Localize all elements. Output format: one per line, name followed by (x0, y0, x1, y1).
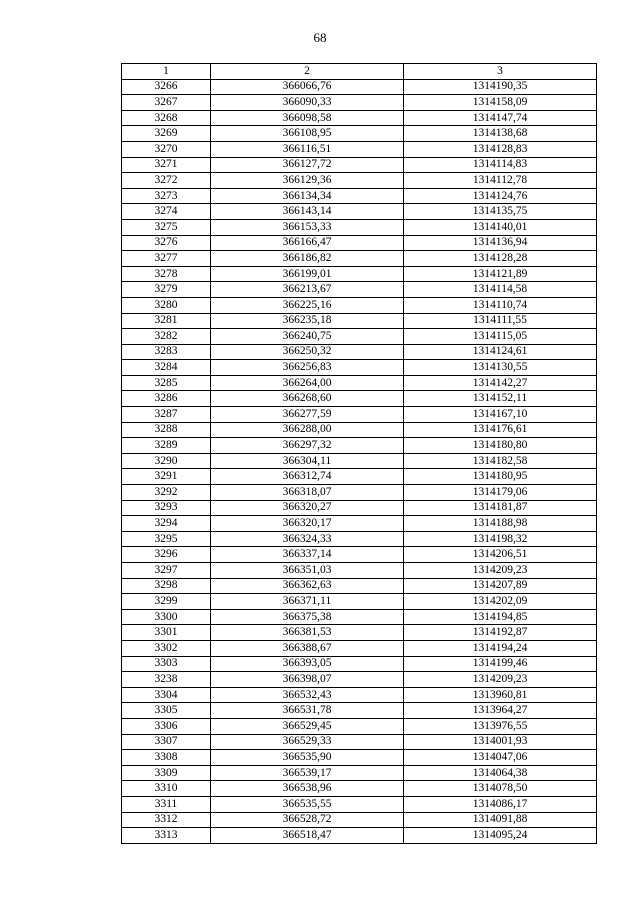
x-coordinate-cell: 366240,75 (211, 329, 404, 345)
x-coordinate-cell: 366297,32 (211, 438, 404, 454)
table-row (122, 796, 597, 812)
point-number-cell: 3308 (122, 750, 211, 766)
point-number-cell: 3277 (122, 251, 211, 267)
y-coordinate-cell: 1314209,23 (404, 672, 597, 688)
y-coordinate-cell: 1314194,85 (404, 609, 597, 625)
y-coordinate-cell: 1314112,78 (404, 173, 597, 189)
x-coordinate-cell: 366371,11 (211, 594, 404, 610)
point-number-cell: 3304 (122, 687, 211, 703)
column-header-y-coordinate: 3 (404, 64, 597, 80)
table-row (122, 282, 597, 298)
x-coordinate-cell: 366134,34 (211, 188, 404, 204)
y-coordinate-cell: 1314199,46 (404, 656, 597, 672)
y-coordinate-cell: 1314124,61 (404, 344, 597, 360)
point-number-cell: 3283 (122, 344, 211, 360)
y-coordinate-cell: 1314128,28 (404, 251, 597, 267)
table-row (122, 188, 597, 204)
point-number-cell: 3269 (122, 126, 211, 142)
table-row (122, 173, 597, 189)
y-coordinate-cell: 1314115,05 (404, 329, 597, 345)
x-coordinate-cell: 366268,60 (211, 391, 404, 407)
y-coordinate-cell: 1314158,09 (404, 95, 597, 111)
column-header-x-coordinate: 2 (211, 64, 404, 80)
point-number-cell: 3279 (122, 282, 211, 298)
y-coordinate-cell: 1313976,55 (404, 718, 597, 734)
table-row (122, 235, 597, 251)
x-coordinate-cell: 366199,01 (211, 266, 404, 282)
point-number-cell: 3301 (122, 625, 211, 641)
point-number-cell: 3288 (122, 422, 211, 438)
y-coordinate-cell: 1314180,80 (404, 438, 597, 454)
x-coordinate-cell: 366277,59 (211, 407, 404, 423)
table-row (122, 500, 597, 516)
y-coordinate-cell: 1314180,95 (404, 469, 597, 485)
x-coordinate-cell: 366090,33 (211, 95, 404, 111)
point-number-cell: 3291 (122, 469, 211, 485)
table-row (122, 344, 597, 360)
x-coordinate-cell: 366127,72 (211, 157, 404, 173)
y-coordinate-cell: 1314111,55 (404, 313, 597, 329)
x-coordinate-cell: 366529,45 (211, 718, 404, 734)
table-row (122, 563, 597, 579)
table-row (122, 672, 597, 688)
x-coordinate-cell: 366337,14 (211, 547, 404, 563)
y-coordinate-cell: 1314198,32 (404, 531, 597, 547)
table-row (122, 828, 597, 844)
x-coordinate-cell: 366320,27 (211, 500, 404, 516)
point-number-cell: 3266 (122, 79, 211, 95)
point-number-cell: 3311 (122, 796, 211, 812)
x-coordinate-cell: 366529,33 (211, 734, 404, 750)
x-coordinate-cell: 366143,14 (211, 204, 404, 220)
y-coordinate-cell: 1314206,51 (404, 547, 597, 563)
y-coordinate-cell: 1314114,58 (404, 282, 597, 298)
y-coordinate-cell: 1314194,24 (404, 640, 597, 656)
x-coordinate-cell: 366532,43 (211, 687, 404, 703)
table-row (122, 485, 597, 501)
y-coordinate-cell: 1314114,83 (404, 157, 597, 173)
table-row (122, 157, 597, 173)
x-coordinate-cell: 366320,17 (211, 516, 404, 532)
y-coordinate-cell: 1314176,61 (404, 422, 597, 438)
x-coordinate-cell: 366166,47 (211, 235, 404, 251)
y-coordinate-cell: 1314091,88 (404, 812, 597, 828)
y-coordinate-cell: 1314188,98 (404, 516, 597, 532)
point-number-cell: 3281 (122, 313, 211, 329)
table-row (122, 781, 597, 797)
point-number-cell: 3287 (122, 407, 211, 423)
x-coordinate-cell: 366129,36 (211, 173, 404, 189)
x-coordinate-cell: 366153,33 (211, 219, 404, 235)
coordinates-table (121, 63, 597, 844)
table-row (122, 469, 597, 485)
point-number-cell: 3278 (122, 266, 211, 282)
x-coordinate-cell: 366528,72 (211, 812, 404, 828)
y-coordinate-cell: 1314136,94 (404, 235, 597, 251)
table-row (122, 251, 597, 267)
y-coordinate-cell: 1313960,81 (404, 687, 597, 703)
x-coordinate-cell: 366235,18 (211, 313, 404, 329)
point-number-cell: 3284 (122, 360, 211, 376)
table-row (122, 453, 597, 469)
table-row (122, 625, 597, 641)
x-coordinate-cell: 366535,55 (211, 796, 404, 812)
x-coordinate-cell: 366538,96 (211, 781, 404, 797)
table-row (122, 266, 597, 282)
point-number-cell: 3268 (122, 110, 211, 126)
point-number-cell: 3302 (122, 640, 211, 656)
column-header-point-number: 1 (122, 64, 211, 80)
x-coordinate-cell: 366304,11 (211, 453, 404, 469)
point-number-cell: 3285 (122, 375, 211, 391)
table-row (122, 594, 597, 610)
table-row (122, 703, 597, 719)
table-row (122, 422, 597, 438)
x-coordinate-cell: 366186,82 (211, 251, 404, 267)
x-coordinate-cell: 366375,38 (211, 609, 404, 625)
x-coordinate-cell: 366531,78 (211, 703, 404, 719)
point-number-cell: 3298 (122, 578, 211, 594)
point-number-cell: 3289 (122, 438, 211, 454)
y-coordinate-cell: 1314209,23 (404, 563, 597, 579)
y-coordinate-cell: 1314110,74 (404, 297, 597, 313)
point-number-cell: 3307 (122, 734, 211, 750)
y-coordinate-cell: 1314047,06 (404, 750, 597, 766)
y-coordinate-cell: 1314086,17 (404, 796, 597, 812)
y-coordinate-cell: 1314135,75 (404, 204, 597, 220)
table-row (122, 609, 597, 625)
y-coordinate-cell: 1314121,89 (404, 266, 597, 282)
point-number-cell: 3271 (122, 157, 211, 173)
x-coordinate-cell: 366213,67 (211, 282, 404, 298)
point-number-cell: 3275 (122, 219, 211, 235)
x-coordinate-cell: 366318,07 (211, 485, 404, 501)
x-coordinate-cell: 366535,90 (211, 750, 404, 766)
y-coordinate-cell: 1314192,87 (404, 625, 597, 641)
point-number-cell: 3238 (122, 672, 211, 688)
y-coordinate-cell: 1314207,89 (404, 578, 597, 594)
x-coordinate-cell: 366351,03 (211, 563, 404, 579)
table-row (122, 360, 597, 376)
point-number-cell: 3282 (122, 329, 211, 345)
y-coordinate-cell: 1314140,01 (404, 219, 597, 235)
point-number-cell: 3305 (122, 703, 211, 719)
y-coordinate-cell: 1314078,50 (404, 781, 597, 797)
table-row (122, 718, 597, 734)
x-coordinate-cell: 366539,17 (211, 765, 404, 781)
table-row (122, 141, 597, 157)
table-row (122, 547, 597, 563)
point-number-cell: 3267 (122, 95, 211, 111)
x-coordinate-cell: 366264,00 (211, 375, 404, 391)
point-number-cell: 3270 (122, 141, 211, 157)
y-coordinate-cell: 1314130,55 (404, 360, 597, 376)
table-row (122, 765, 597, 781)
y-coordinate-cell: 1314167,10 (404, 407, 597, 423)
y-coordinate-cell: 1314064,38 (404, 765, 597, 781)
x-coordinate-cell: 366393,05 (211, 656, 404, 672)
y-coordinate-cell: 1313964,27 (404, 703, 597, 719)
y-coordinate-cell: 1314128,83 (404, 141, 597, 157)
table-row (122, 734, 597, 750)
table-row (122, 656, 597, 672)
table-row (122, 391, 597, 407)
point-number-cell: 3290 (122, 453, 211, 469)
table-row (122, 687, 597, 703)
table-row (122, 750, 597, 766)
y-coordinate-cell: 1314147,74 (404, 110, 597, 126)
table-row (122, 812, 597, 828)
x-coordinate-cell: 366256,83 (211, 360, 404, 376)
table-row (122, 219, 597, 235)
point-number-cell: 3310 (122, 781, 211, 797)
x-coordinate-cell: 366250,32 (211, 344, 404, 360)
table-row (122, 204, 597, 220)
y-coordinate-cell: 1314181,87 (404, 500, 597, 516)
point-number-cell: 3280 (122, 297, 211, 313)
x-coordinate-cell: 366362,63 (211, 578, 404, 594)
point-number-cell: 3313 (122, 828, 211, 844)
table-row (122, 297, 597, 313)
table-row (122, 329, 597, 345)
y-coordinate-cell: 1314138,68 (404, 126, 597, 142)
point-number-cell: 3294 (122, 516, 211, 532)
y-coordinate-cell: 1314001,93 (404, 734, 597, 750)
x-coordinate-cell: 366225,16 (211, 297, 404, 313)
x-coordinate-cell: 366388,67 (211, 640, 404, 656)
x-coordinate-cell: 366324,33 (211, 531, 404, 547)
point-number-cell: 3273 (122, 188, 211, 204)
x-coordinate-cell: 366518,47 (211, 828, 404, 844)
point-number-cell: 3286 (122, 391, 211, 407)
table-row (122, 95, 597, 111)
table-row (122, 126, 597, 142)
point-number-cell: 3300 (122, 609, 211, 625)
table-header-row (122, 64, 597, 80)
point-number-cell: 3295 (122, 531, 211, 547)
table-row (122, 110, 597, 126)
point-number-cell: 3296 (122, 547, 211, 563)
y-coordinate-cell: 1314142,27 (404, 375, 597, 391)
y-coordinate-cell: 1314202,09 (404, 594, 597, 610)
x-coordinate-cell: 366098,58 (211, 110, 404, 126)
point-number-cell: 3309 (122, 765, 211, 781)
point-number-cell: 3272 (122, 173, 211, 189)
point-number-cell: 3306 (122, 718, 211, 734)
table-row (122, 79, 597, 95)
y-coordinate-cell: 1314152,11 (404, 391, 597, 407)
x-coordinate-cell: 366066,76 (211, 79, 404, 95)
table-body (122, 79, 597, 843)
point-number-cell: 3276 (122, 235, 211, 251)
page-number: 68 (313, 30, 327, 45)
point-number-cell: 3274 (122, 204, 211, 220)
y-coordinate-cell: 1314190,35 (404, 79, 597, 95)
table-row (122, 531, 597, 547)
x-coordinate-cell: 366381,53 (211, 625, 404, 641)
point-number-cell: 3293 (122, 500, 211, 516)
x-coordinate-cell: 366398,07 (211, 672, 404, 688)
point-number-cell: 3297 (122, 563, 211, 579)
x-coordinate-cell: 366116,51 (211, 141, 404, 157)
x-coordinate-cell: 366312,74 (211, 469, 404, 485)
point-number-cell: 3292 (122, 485, 211, 501)
y-coordinate-cell: 1314182,58 (404, 453, 597, 469)
table-row (122, 407, 597, 423)
table-row (122, 375, 597, 391)
y-coordinate-cell: 1314124,76 (404, 188, 597, 204)
table-row (122, 640, 597, 656)
table-row (122, 438, 597, 454)
table-row (122, 313, 597, 329)
table-row (122, 516, 597, 532)
point-number-cell: 3312 (122, 812, 211, 828)
x-coordinate-cell: 366108,95 (211, 126, 404, 142)
y-coordinate-cell: 1314179,06 (404, 485, 597, 501)
y-coordinate-cell: 1314095,24 (404, 828, 597, 844)
point-number-cell: 3303 (122, 656, 211, 672)
point-number-cell: 3299 (122, 594, 211, 610)
table-row (122, 578, 597, 594)
x-coordinate-cell: 366288,00 (211, 422, 404, 438)
